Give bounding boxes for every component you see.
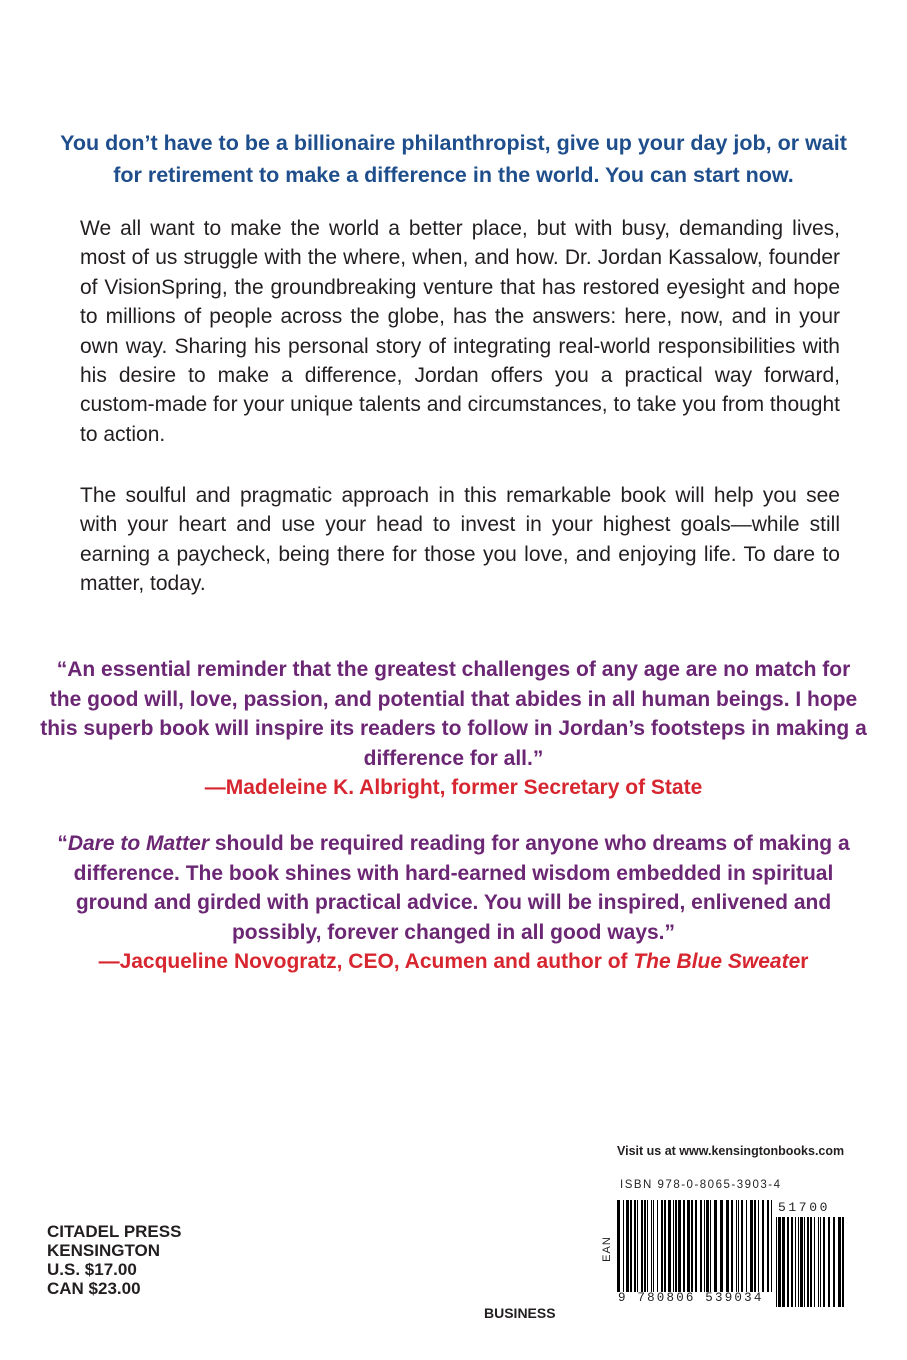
- barcode-bar: [820, 1217, 821, 1307]
- barcode-bar: [683, 1200, 685, 1292]
- description-paragraph-2: The soulful and pragmatic approach in this remarkable book will help you see with your heart and use your head to invest in your highest goals—while still earning a paycheck, being there for those you love, and enjoying life. To dare to matter, today.: [80, 484, 840, 596]
- barcode-bar: [634, 1200, 636, 1292]
- barcode-bar: [644, 1200, 646, 1292]
- barcode-bar: [778, 1217, 781, 1307]
- barcode-bar: [750, 1200, 753, 1292]
- isbn-label: ISBN 978-0-8065-3903-4: [620, 1179, 782, 1191]
- barcode-bar: [623, 1200, 624, 1292]
- blurb-novogratz-text: [40, 829, 867, 947]
- barcode-bar: [714, 1200, 717, 1292]
- blurb-albright-text: “An essential reminder that the greatest challenges of any age are no match for the good will, love, passion, and potential that abides in all human beings. I hope this superb book will inspire its readers to follow in Jordan’s footsteps in making a difference for all.”: [40, 658, 867, 770]
- barcode-bar: [691, 1200, 693, 1292]
- barcode-bar: [738, 1200, 739, 1292]
- blurb-albright: [40, 655, 867, 803]
- barcode-bar: [807, 1217, 809, 1307]
- website-link[interactable]: Visit us at www.kensingtonbooks.com: [617, 1144, 845, 1158]
- barcode-bar: [617, 1200, 620, 1292]
- description-paragraph-1: We all want to make the world a better place, but with busy, demanding lives, most of us struggle with the where, when, and how. Dr. Jordan Kassalow, founder of VisionSpring, the groundbreaking venture that has restored eyesight and hope to millions of people across the globe, has the answers: here, now, and in your own way. Sharing his personal story of integrating real-world responsibilities with his desire to make a difference, Jordan offers you a practical way forward, custom-made for your unique talents and circumstances, to take you from thought to action.: [80, 217, 840, 446]
- barcode-bar: [695, 1200, 697, 1292]
- barcode-bar: [704, 1200, 705, 1292]
- attribution-suffix: r: [800, 950, 809, 973]
- barcode-bar: [798, 1217, 799, 1307]
- blurb-novogratz: [40, 829, 867, 977]
- ean-label: EAN: [600, 1236, 613, 1262]
- barcode-bar: [626, 1200, 629, 1292]
- barcode-bar: [776, 1217, 777, 1307]
- blurb-novogratz-attribution: [40, 947, 867, 977]
- barcode-bar: [828, 1217, 830, 1307]
- price-code: 51700: [778, 1200, 831, 1215]
- barcode-bar: [641, 1200, 643, 1292]
- publisher-name: CITADEL PRESS: [47, 1222, 182, 1241]
- barcode-bar: [771, 1200, 772, 1292]
- barcode-bar: [746, 1200, 747, 1292]
- barcode-bar: [758, 1200, 759, 1292]
- barcode-bar: [754, 1200, 756, 1292]
- attribution-book-title: The Blue Sweate: [633, 950, 801, 973]
- barcode-bar: [720, 1200, 723, 1292]
- barcode-bar: [710, 1200, 711, 1292]
- barcode-bar: [795, 1217, 796, 1307]
- barcode-bar: [782, 1217, 785, 1307]
- isbn-digits: 9 780806 539034: [618, 1291, 764, 1305]
- barcode-bar: [814, 1217, 815, 1307]
- barcode-bar: [736, 1200, 737, 1292]
- barcode-bar: [731, 1200, 733, 1292]
- barcode-bar: [673, 1200, 674, 1292]
- barcode-bar: [637, 1200, 638, 1292]
- blurb-novogratz-body: should be required reading for anyone who dreams of making a difference. The book shines with hard-earned wisdom embedded in spiritual ground and girded with practical advice. You will be inspired, enlivened and possibly, forever changed in all good ways.”: [73, 832, 850, 944]
- barcode-bar: [700, 1200, 702, 1292]
- barcode-bar: [810, 1217, 812, 1307]
- barcode-block: [600, 1165, 850, 1345]
- barcode-bar: [818, 1217, 819, 1307]
- barcode-bar: [653, 1200, 654, 1292]
- barcode-bar: [668, 1200, 671, 1292]
- publisher-block: [47, 1222, 181, 1298]
- barcode-bar: [687, 1200, 690, 1292]
- barcode-bar: [661, 1200, 663, 1292]
- barcode-bar: [762, 1200, 764, 1292]
- barcode-bar: [664, 1200, 666, 1292]
- barcode-bar: [833, 1217, 835, 1307]
- barcode-bar: [706, 1200, 709, 1292]
- category-label: BUSINESS: [484, 1305, 556, 1321]
- quote-open-mark: “: [57, 832, 68, 855]
- headline-tagline: You don’t have to be a billionaire philanthropist, give up your day job, or wait for retirement to make a difference in the world. You can start now.: [60, 131, 847, 187]
- barcode-bar: [767, 1200, 769, 1292]
- barcode-bar: [791, 1217, 793, 1307]
- barcode-bar: [657, 1200, 658, 1292]
- barcode-bar: [842, 1217, 844, 1307]
- book-title-italic: Dare to Matter: [67, 832, 210, 855]
- barcode-bar: [647, 1200, 648, 1292]
- price-us: U.S. $17.00: [47, 1260, 137, 1279]
- barcode-bar: [741, 1200, 743, 1292]
- barcode-bar: [678, 1200, 681, 1292]
- publisher-imprint: KENSINGTON: [47, 1241, 161, 1260]
- barcode-bar: [787, 1217, 789, 1307]
- barcode-bar: [800, 1217, 803, 1307]
- barcode-bar: [675, 1200, 677, 1292]
- barcode-bar: [823, 1217, 825, 1307]
- barcode-bar: [838, 1217, 841, 1307]
- attribution-prefix: —Jacqueline Novogratz, CEO, Acumen and author of: [98, 950, 634, 973]
- barcode-addon-bars: [776, 1217, 844, 1307]
- barcode-bar: [651, 1200, 652, 1292]
- barcode-bar: [726, 1200, 729, 1292]
- blurb-albright-attribution: —Madeleine K. Albright, former Secretary of State: [204, 776, 703, 799]
- barcode-bar: [804, 1217, 805, 1307]
- barcode-main-bars: [617, 1200, 773, 1292]
- barcode-bar: [630, 1200, 632, 1292]
- price-can: CAN $23.00: [47, 1279, 141, 1298]
